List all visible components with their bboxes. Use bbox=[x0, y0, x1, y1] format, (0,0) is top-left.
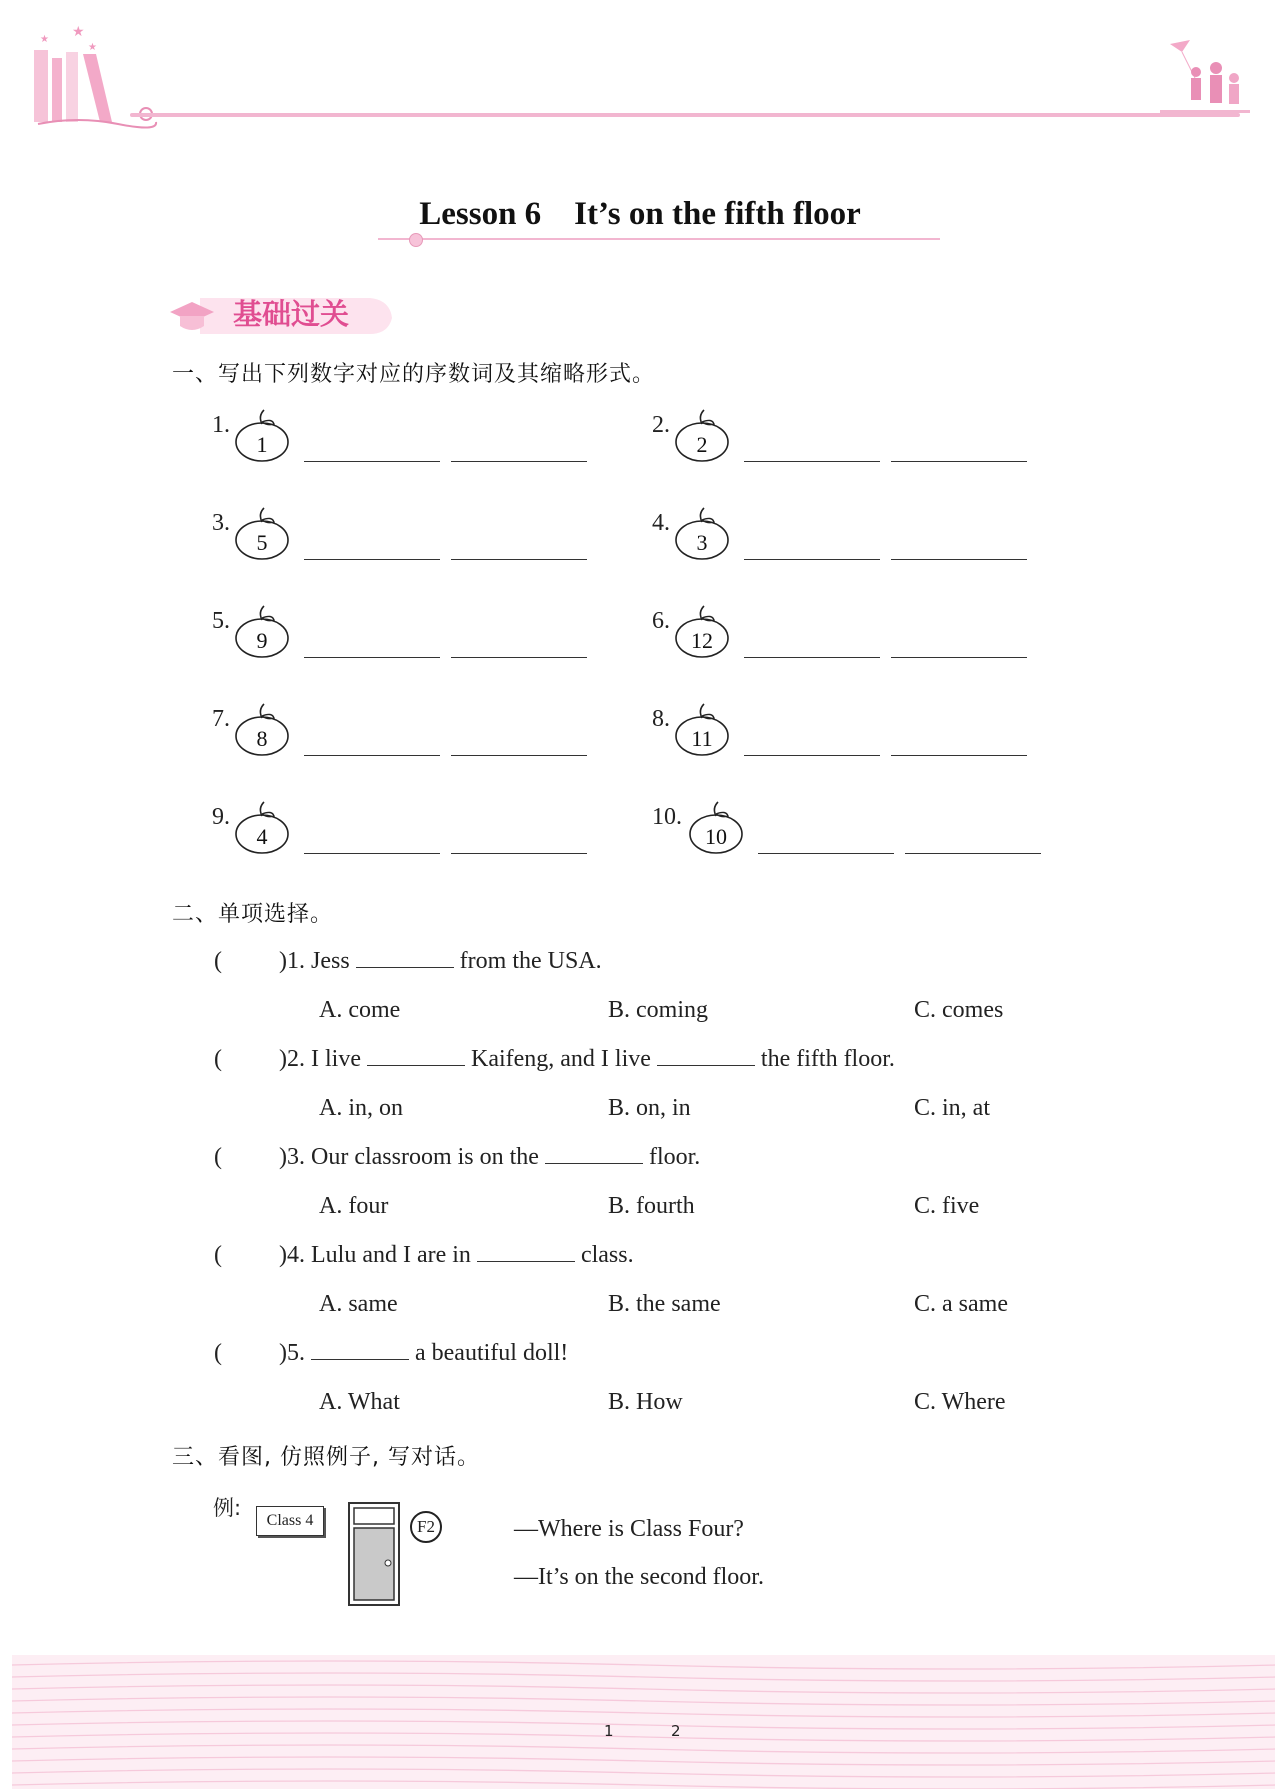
abbreviation-answer-blank[interactable] bbox=[451, 755, 587, 756]
option-a[interactable]: A. in, on bbox=[319, 1095, 403, 1121]
title-underline bbox=[378, 238, 940, 240]
question-text: )3. Our classroom is on the bbox=[279, 1144, 539, 1170]
fill-blank[interactable] bbox=[311, 1341, 409, 1360]
footer-wave-band bbox=[12, 1655, 1275, 1789]
door-icon bbox=[348, 1502, 400, 1606]
option-b[interactable]: B. coming bbox=[608, 997, 708, 1023]
ordinal-answer-blank[interactable] bbox=[304, 755, 440, 756]
apple-number: 5 bbox=[256, 530, 268, 555]
answer-paren[interactable]: ( bbox=[214, 1340, 222, 1366]
lesson-title: Lesson 6 It’s on the fifth floor bbox=[419, 196, 861, 232]
abbreviation-answer-blank[interactable] bbox=[891, 657, 1027, 658]
question-4 bbox=[279, 1242, 634, 1269]
option-b[interactable]: B. How bbox=[608, 1389, 683, 1415]
apple-number: 12 bbox=[691, 628, 713, 653]
abbreviation-answer-blank[interactable] bbox=[451, 461, 587, 462]
ordinal-answer-blank[interactable] bbox=[744, 755, 880, 756]
ordinal-answer-blank[interactable] bbox=[744, 657, 880, 658]
question-text: from the USA. bbox=[459, 948, 602, 974]
title-dot bbox=[409, 233, 423, 247]
item-number: 4. bbox=[652, 510, 670, 536]
floor-badge: F2 bbox=[410, 1511, 442, 1543]
ordinal-answer-blank[interactable] bbox=[304, 853, 440, 854]
apple-number: 11 bbox=[691, 726, 713, 751]
svg-text:★: ★ bbox=[40, 34, 49, 45]
ordinal-answer-blank[interactable] bbox=[744, 461, 880, 462]
item-number: 6. bbox=[652, 608, 670, 634]
item-number: 2. bbox=[652, 412, 670, 438]
abbreviation-answer-blank[interactable] bbox=[891, 559, 1027, 560]
question-5 bbox=[279, 1340, 568, 1367]
question-text: a beautiful doll! bbox=[415, 1340, 569, 1366]
apple-number: 2 bbox=[696, 432, 708, 457]
question-text: )5. bbox=[279, 1340, 305, 1366]
fill-blank[interactable] bbox=[367, 1047, 465, 1066]
answer-paren[interactable]: ( bbox=[214, 1046, 222, 1072]
ordinal-answer-blank[interactable] bbox=[304, 657, 440, 658]
option-b[interactable]: B. on, in bbox=[608, 1095, 691, 1121]
books-logo-decoration bbox=[28, 20, 158, 135]
answer-paren[interactable]: ( bbox=[214, 948, 222, 974]
dialogue-answer: —It’s on the second floor. bbox=[514, 1564, 764, 1590]
apple-number: 10 bbox=[705, 824, 727, 849]
option-c[interactable]: C. Where bbox=[914, 1389, 1006, 1415]
fill-blank[interactable] bbox=[356, 949, 454, 968]
svg-text:★: ★ bbox=[88, 42, 97, 53]
apple-number: 8 bbox=[256, 726, 268, 751]
class-sign: Class 4 bbox=[256, 1506, 324, 1536]
dialogue-question: —Where is Class Four? bbox=[514, 1516, 744, 1542]
ordinal-answer-blank[interactable] bbox=[304, 559, 440, 560]
part2-heading: 二、单项选择。 bbox=[172, 902, 334, 927]
option-b[interactable]: B. the same bbox=[608, 1291, 721, 1317]
item-number: 1. bbox=[212, 412, 230, 438]
question-text: )4. Lulu and I are in bbox=[279, 1242, 471, 1268]
fill-blank[interactable] bbox=[477, 1243, 575, 1262]
question-text: )1. Jess bbox=[279, 948, 350, 974]
option-c[interactable]: C. comes bbox=[914, 997, 1004, 1023]
svg-text:★: ★ bbox=[72, 24, 85, 40]
section-title: 基础过关 bbox=[233, 297, 350, 331]
question-text: Kaifeng, and I live bbox=[470, 1046, 651, 1072]
ordinal-answer-blank[interactable] bbox=[304, 461, 440, 462]
item-number: 8. bbox=[652, 706, 670, 732]
option-c[interactable]: C. five bbox=[914, 1193, 980, 1219]
question-1 bbox=[279, 948, 602, 975]
option-a[interactable]: A. What bbox=[319, 1389, 400, 1415]
page-number-left: 1 bbox=[604, 1722, 614, 1740]
option-c[interactable]: C. a same bbox=[914, 1291, 1008, 1317]
part3-heading: 三、看图, 仿照例子, 写对话。 bbox=[172, 1445, 480, 1470]
page-number-right: 2 bbox=[671, 1722, 681, 1740]
option-a[interactable]: A. four bbox=[319, 1193, 389, 1219]
ordinal-answer-blank[interactable] bbox=[758, 853, 894, 854]
fill-blank[interactable] bbox=[545, 1145, 643, 1164]
part1-heading: 一、写出下列数字对应的序数词及其缩略形式。 bbox=[172, 362, 656, 387]
fill-blank[interactable] bbox=[657, 1047, 755, 1066]
item-number: 5. bbox=[212, 608, 230, 634]
question-text: the fifth floor. bbox=[760, 1046, 895, 1072]
answer-paren[interactable]: ( bbox=[214, 1144, 222, 1170]
question-2 bbox=[279, 1046, 895, 1073]
children-kite-decoration bbox=[1160, 38, 1250, 118]
item-number: 9. bbox=[212, 804, 230, 830]
abbreviation-answer-blank[interactable] bbox=[891, 461, 1027, 462]
item-number: 3. bbox=[212, 510, 230, 536]
item-number: 10. bbox=[652, 804, 682, 830]
question-3 bbox=[279, 1144, 700, 1171]
ordinal-answer-blank[interactable] bbox=[744, 559, 880, 560]
abbreviation-answer-blank[interactable] bbox=[451, 853, 587, 854]
abbreviation-answer-blank[interactable] bbox=[451, 559, 587, 560]
apple-number: 9 bbox=[256, 628, 268, 653]
answer-paren[interactable]: ( bbox=[214, 1242, 222, 1268]
option-c[interactable]: C. in, at bbox=[914, 1095, 990, 1121]
question-text: floor. bbox=[648, 1144, 701, 1170]
question-text: )2. I live bbox=[279, 1046, 361, 1072]
option-a[interactable]: A. come bbox=[319, 997, 401, 1023]
apple-number: 1 bbox=[256, 432, 268, 457]
abbreviation-answer-blank[interactable] bbox=[891, 755, 1027, 756]
option-b[interactable]: B. fourth bbox=[608, 1193, 695, 1219]
abbreviation-answer-blank[interactable] bbox=[905, 853, 1041, 854]
example-label: 例: bbox=[213, 1496, 242, 1520]
abbreviation-answer-blank[interactable] bbox=[451, 657, 587, 658]
question-text: class. bbox=[580, 1242, 634, 1268]
header-rule bbox=[130, 113, 1240, 117]
option-a[interactable]: A. same bbox=[319, 1291, 398, 1317]
apple-number: 3 bbox=[696, 530, 708, 555]
apple-number: 4 bbox=[256, 824, 268, 849]
item-number: 7. bbox=[212, 706, 230, 732]
